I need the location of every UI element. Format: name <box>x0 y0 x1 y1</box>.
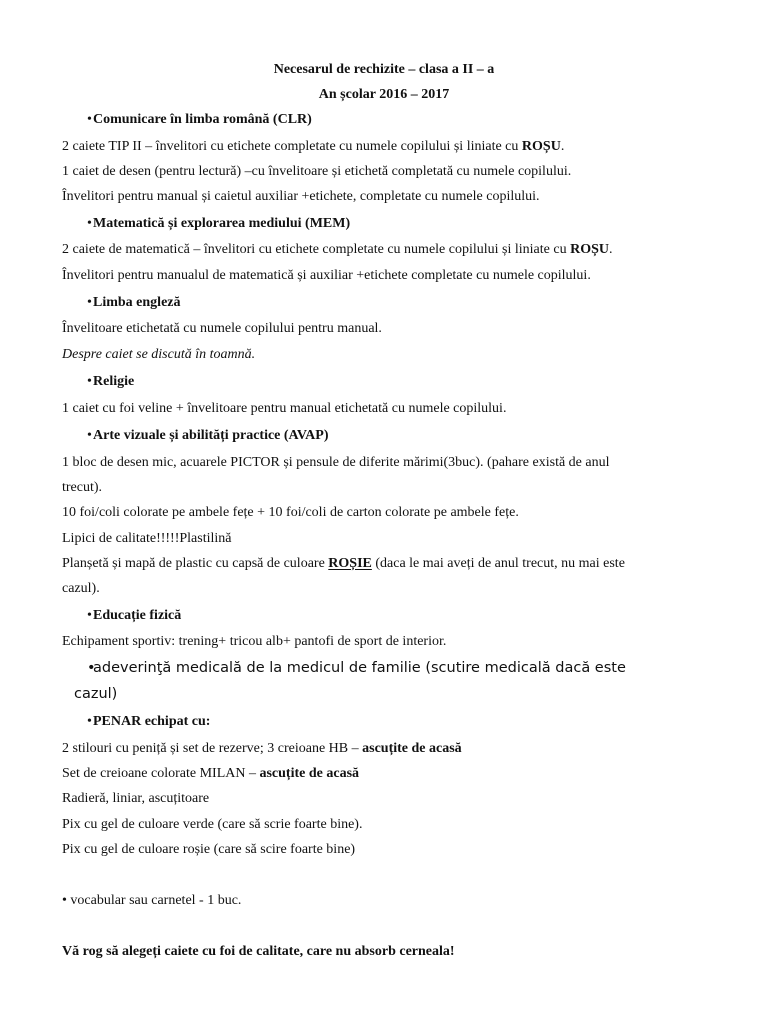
list-item-continued: trecut). <box>62 480 103 495</box>
list-item: Pix cu gel de culoare roșie (care să scire foarte bine) <box>62 842 356 857</box>
list-item: Planșetă și mapă de plastic cu capsă de culoare ROȘIE (daca le mai aveți de anul trecut, nu mai este <box>62 556 625 571</box>
section-heading-avap: • Arte vizuale și abilități practice (AVAP) <box>87 428 329 443</box>
bullet-icon: • <box>87 295 92 310</box>
bullet-icon: • <box>87 216 92 231</box>
list-item: 1 bloc de desen mic, acuarele PICTOR și pensule de diferite mărimi(3buc). (pahare există de anul <box>62 455 610 470</box>
list-item: 10 foi/coli colorate pe ambele fețe + 10 foi/coli de carton colorate pe ambele fețe. <box>62 505 519 520</box>
list-item-continued: cazul). <box>62 581 100 596</box>
list-item: Radieră, liniar, ascuțitoare <box>62 791 210 806</box>
list-item: 1 caiet cu foi veline + învelitoare pentru manual etichetată cu numele copilului. <box>62 401 507 416</box>
list-item: Învelitori pentru manual și caietul auxiliar +etichete, completate cu numele copilului. <box>62 189 540 204</box>
list-item: 2 stilouri cu peniță și set de rezerve; 3 creioane HB – ascuțite de acasă <box>62 741 462 756</box>
extra-item: • vocabular sau carnetel - 1 buc. <box>62 893 242 908</box>
section-heading-pe: • Educație fizică <box>87 608 182 623</box>
bullet-icon: • <box>87 374 92 389</box>
section-heading-mem: • Matematică și explorarea mediului (MEM) <box>87 216 351 231</box>
list-item: Set de creioane colorate MILAN – ascuțite de acasă <box>62 766 360 781</box>
list-item: Învelitori pentru manualul de matematică și auxiliar +etichete completate cu numele copilului. <box>62 268 591 283</box>
bullet-icon: • <box>87 428 92 443</box>
list-item: 2 caiete TIP II – învelitori cu etichete completate cu numele copilului și liniate cu ROȘU. <box>62 139 565 154</box>
list-item-note: Despre caiet se discută în toamnă. <box>62 347 256 362</box>
section-heading-english: • Limba engleză <box>87 295 181 310</box>
list-item: Lipici de calitate!!!!!Plastilină <box>62 531 232 546</box>
list-item: 2 caiete de matematică – învelitori cu etichete completate cu numele copilului și liniate cu ROȘU. <box>62 242 613 257</box>
list-item: Pix cu gel de culoare verde (care să scrie foarte bine). <box>62 817 363 832</box>
section-heading-religion: • Religie <box>87 374 135 389</box>
section-heading-penar: • PENAR echipat cu: <box>87 714 211 729</box>
list-item: 1 caiet de desen (pentru lectură) –cu învelitoare și etichetă completată cu numele copilului. <box>62 164 572 179</box>
section-heading-clr: • Comunicare în limba română (CLR) <box>87 112 312 127</box>
list-item: Echipament sportiv: trening+ tricou alb+ pantofi de sport de interior. <box>62 634 447 649</box>
bullet-icon: • <box>87 608 92 623</box>
bullet-icon: • <box>87 660 96 676</box>
bullet-icon: • <box>87 714 92 729</box>
bullet-icon: • <box>87 112 92 127</box>
list-item-continued: cazul) <box>74 686 118 702</box>
school-year: An școlar 2016 – 2017 <box>318 87 450 102</box>
list-item-bullet: • adeverinţă medicală de la medicul de familie (scutire medicală dacă este <box>87 660 626 676</box>
document-title: Necesarul de rechizite – clasa a II – a <box>273 62 495 77</box>
list-item: Învelitoare etichetată cu numele copilului pentru manual. <box>62 321 382 336</box>
footer-note: Vă rog să alegeți caiete cu foi de calitate, care nu absorb cerneala! <box>62 944 455 959</box>
